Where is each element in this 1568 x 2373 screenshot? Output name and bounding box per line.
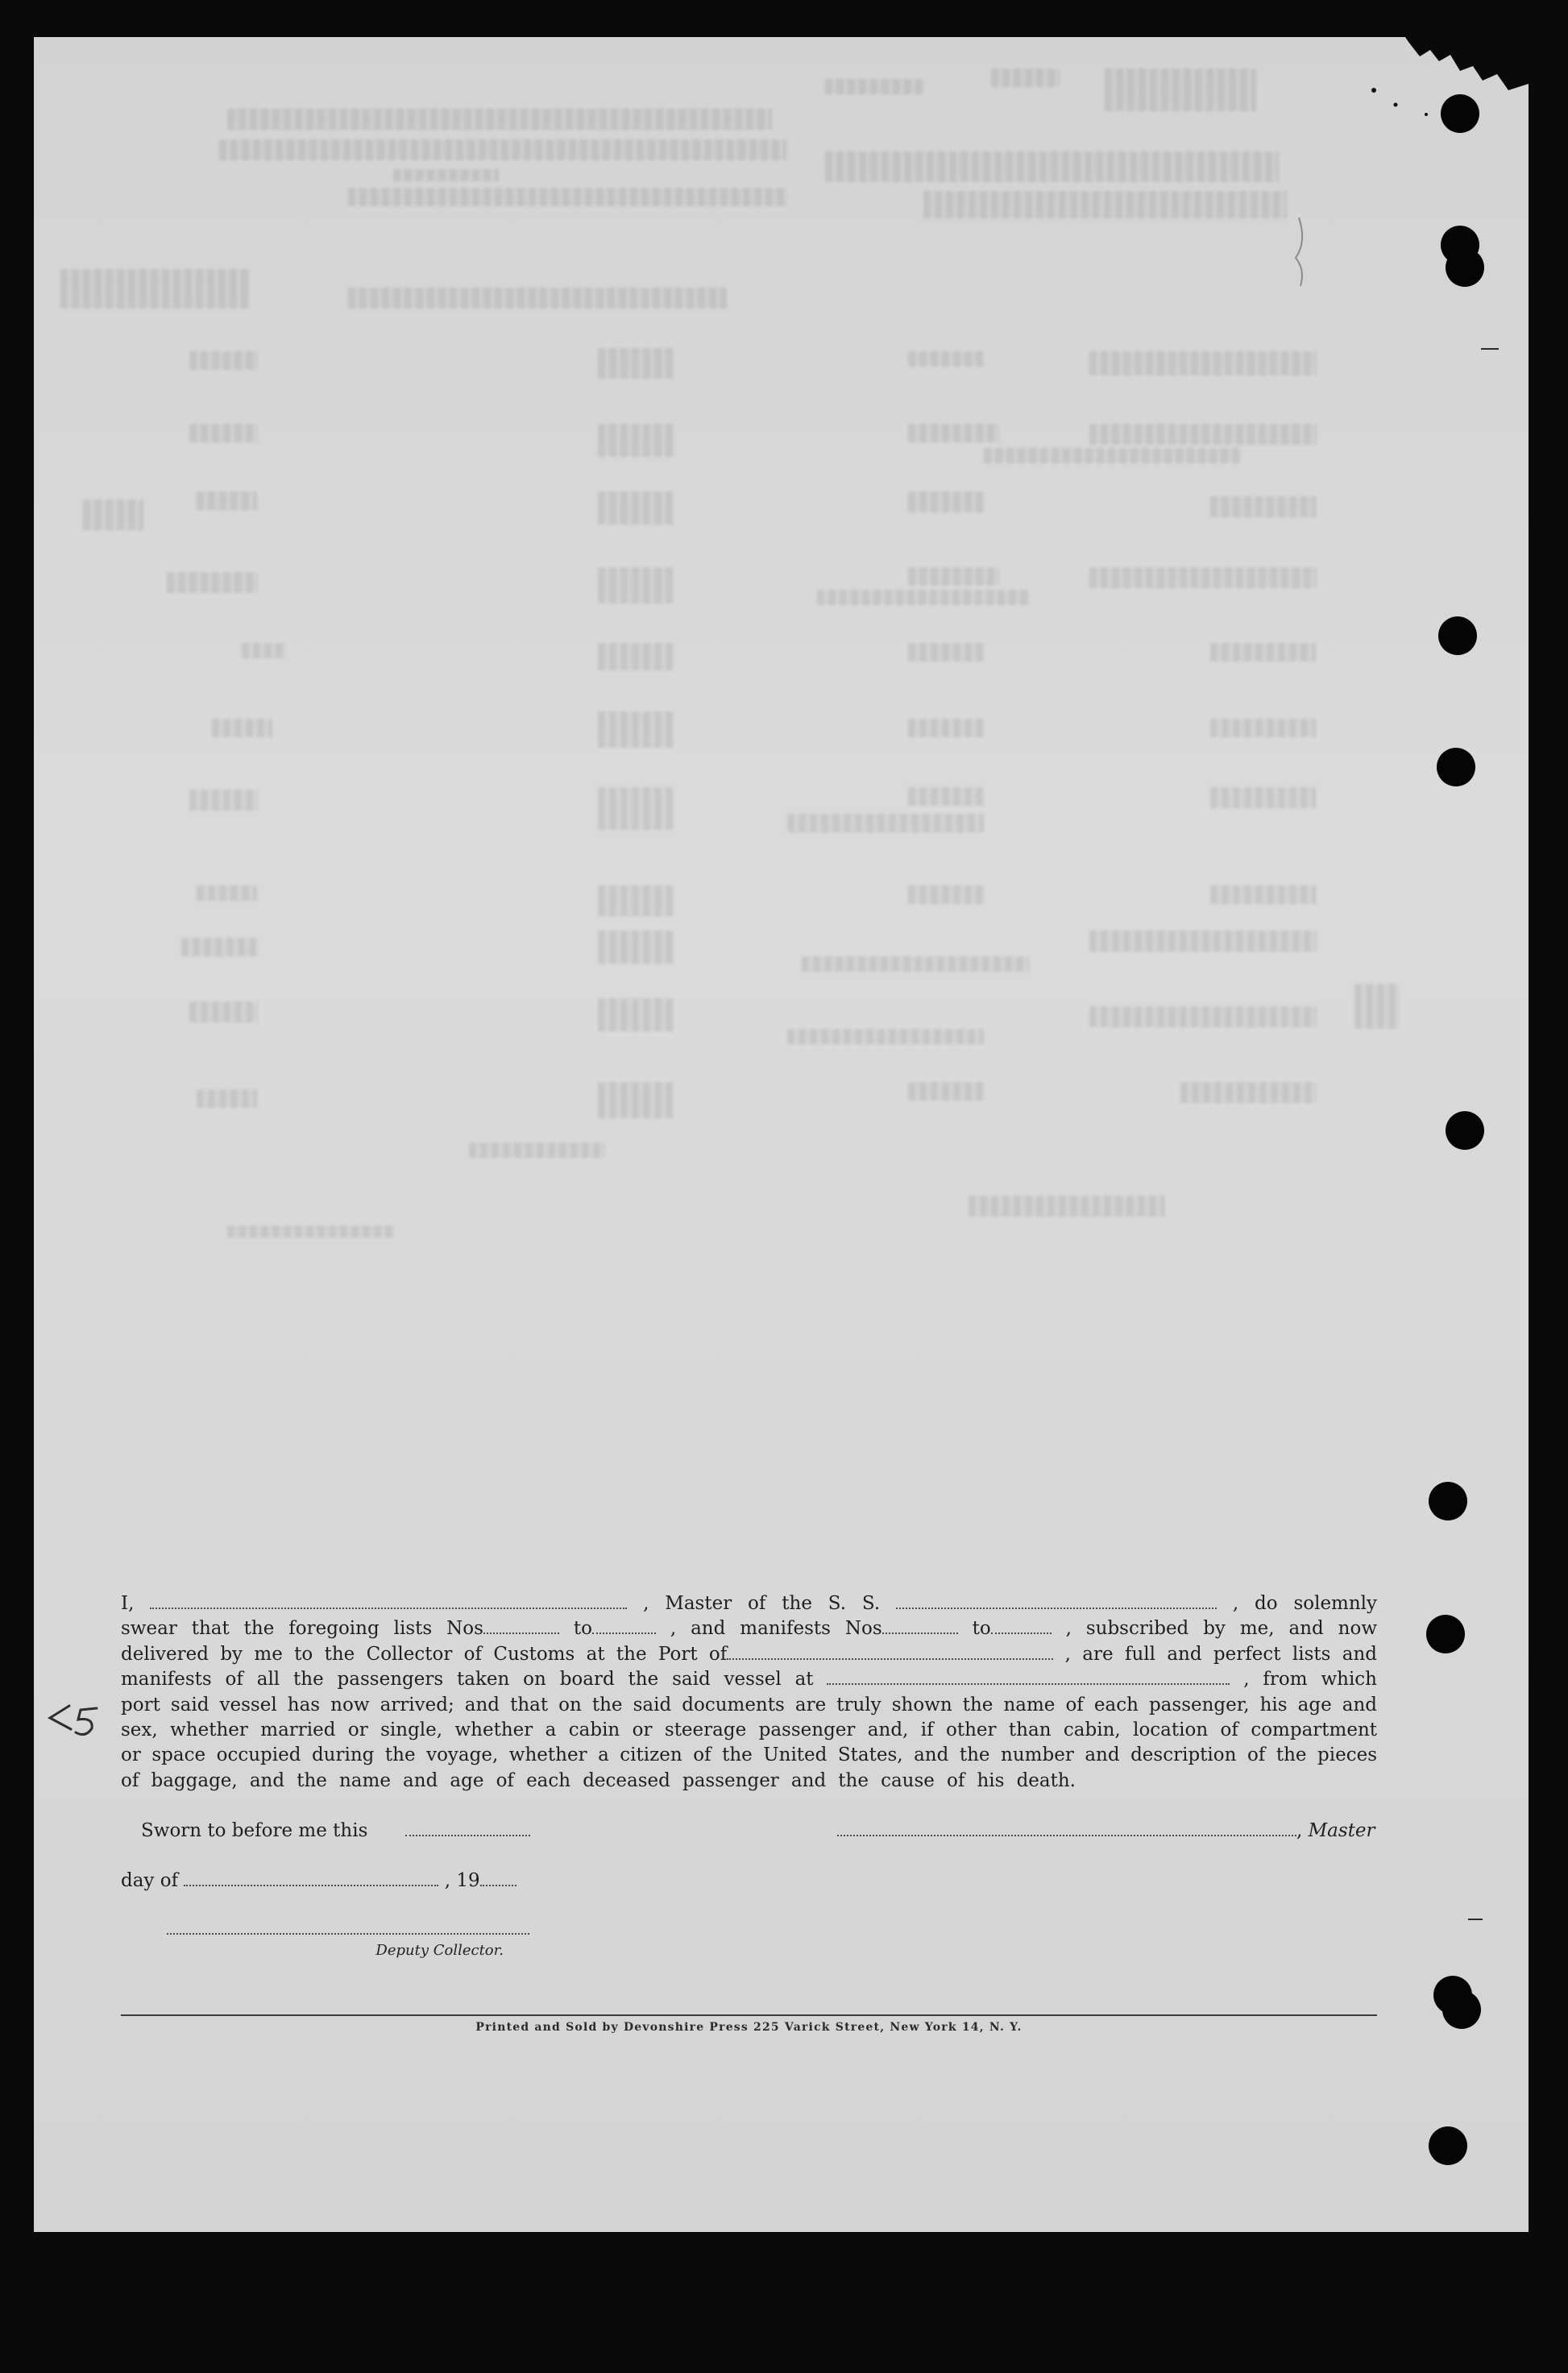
oath-line: of baggage, and the name and age of each deceased passenger and the cause of his death. bbox=[121, 1769, 1076, 1791]
oath-line: or space occupied during the voyage, whether a citizen of the United States, and the number and description of the pieces bbox=[121, 1744, 1377, 1766]
sworn-label: Sworn to before me this bbox=[141, 1820, 368, 1841]
day-of-blank bbox=[184, 1884, 438, 1886]
master-label: Master bbox=[1308, 1820, 1375, 1841]
oath-text: , from which bbox=[1243, 1669, 1377, 1691]
punch-hole bbox=[1426, 1615, 1465, 1653]
year-prefix: , 19 bbox=[444, 1870, 480, 1891]
manifests-from-blank bbox=[882, 1632, 958, 1634]
edge-mark bbox=[1481, 348, 1499, 350]
punch-hole bbox=[1437, 748, 1475, 786]
oath-line bbox=[121, 1667, 1377, 1692]
oath-text: , do solemnly bbox=[1232, 1593, 1378, 1614]
oath-text: , Master of the S. S. bbox=[643, 1593, 881, 1614]
oath-text: to bbox=[573, 1618, 592, 1640]
master-signature-blank bbox=[837, 1834, 1296, 1836]
oath-line: port said vessel has now arrived; and that on the said documents are truly shown the name of each passenger, his age and bbox=[121, 1694, 1377, 1715]
punch-hole bbox=[1441, 94, 1479, 133]
oath-line bbox=[121, 1616, 1377, 1641]
punch-hole bbox=[1429, 1482, 1467, 1520]
punch-hole bbox=[1446, 1111, 1484, 1150]
master-signature-field bbox=[837, 1819, 1375, 1844]
footer-rule bbox=[121, 2014, 1377, 2016]
day-of-label: day of bbox=[121, 1870, 179, 1891]
edge-mark bbox=[1468, 1919, 1483, 1920]
oath-text: swear that the foregoing lists Nos bbox=[121, 1618, 483, 1640]
deputy-signature-line bbox=[167, 1933, 529, 1935]
master-name-blank bbox=[150, 1607, 627, 1609]
oath-text: delivered by me to the Collector of Customs at the Port of bbox=[121, 1643, 728, 1665]
punch-hole bbox=[1429, 2126, 1467, 2165]
sworn-date-field bbox=[405, 1819, 530, 1844]
oath-line: sex, whether married or single, whether a cabin or steerage passenger and, if other than cabin, location of compartment bbox=[121, 1719, 1377, 1740]
sworn-date-blank bbox=[405, 1834, 530, 1836]
oath-line bbox=[121, 1642, 1377, 1667]
punch-hole bbox=[1442, 1990, 1481, 2029]
punch-hole bbox=[1438, 616, 1477, 655]
oath-paragraph bbox=[121, 1591, 1377, 1794]
punch-hole bbox=[1446, 248, 1484, 287]
vessel-name-blank bbox=[896, 1607, 1217, 1609]
oath-text: manifests of all the passengers taken on board the said vessel at bbox=[121, 1669, 814, 1691]
oath-text: I, bbox=[121, 1593, 135, 1614]
deputy-collector-label: Deputy Collector. bbox=[375, 1942, 504, 1959]
embarkation-port-blank bbox=[827, 1682, 1230, 1685]
port-blank bbox=[727, 1657, 1053, 1660]
day-of-field bbox=[121, 1869, 516, 1894]
oath-text: , subscribed by me, and now bbox=[1065, 1618, 1378, 1640]
oath-line bbox=[121, 1591, 1377, 1616]
lists-to-blank bbox=[592, 1632, 656, 1634]
oath-text: , and manifests Nos bbox=[670, 1618, 882, 1640]
oath-text: , are full and perfect lists and bbox=[1064, 1643, 1378, 1665]
printer-imprint: Printed and Sold by Devonshire Press 225 Varick Street, New York 14, N. Y. bbox=[475, 2021, 1023, 2034]
lists-from-blank bbox=[483, 1632, 559, 1634]
year-blank bbox=[480, 1884, 516, 1886]
master-comma: , bbox=[1296, 1820, 1303, 1841]
document-page bbox=[34, 37, 1529, 2232]
oath-text: to bbox=[972, 1618, 991, 1640]
manifests-to-blank bbox=[991, 1632, 1052, 1634]
